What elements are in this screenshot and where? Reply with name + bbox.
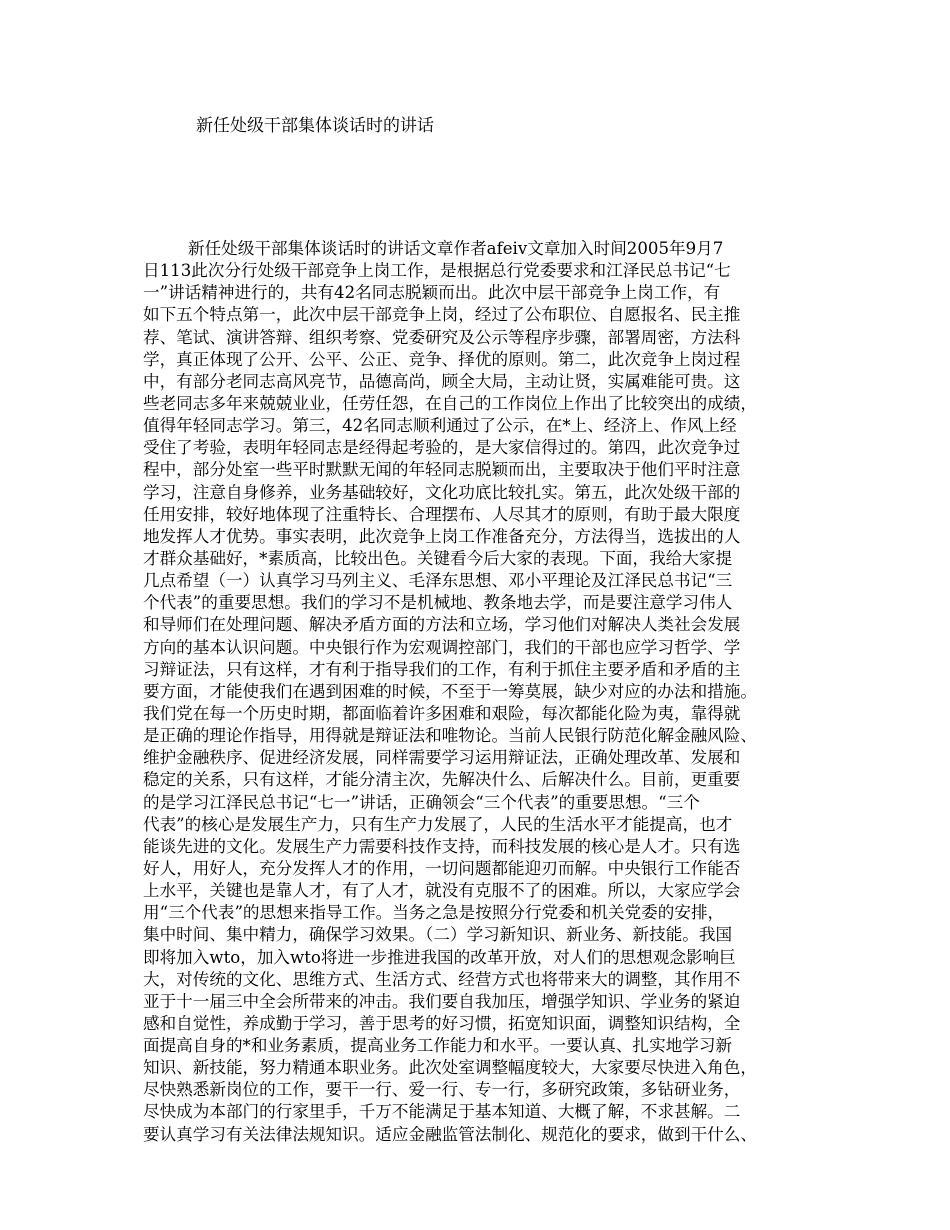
body-text-line: 维护金融秩序、促进经济发展，同样需要学习运用辩证法，正确处理改革、发展和 [143,748,741,768]
body-text-line: 即将加入wto，加入wto将进一步推进我国的改革开放，对人们的思想观念影响巨 [143,947,736,967]
body-text-line: 好人，用好人，充分发挥人才的作用，一切问题都能迎刃而解。中央银行工作能否 [143,858,741,878]
body-text-line: 感和自觉性，养成勤于学习，善于思考的好习惯，拓宽知识面，调整知识结构，全 [143,1013,741,1033]
body-text-line: 知识、新技能，努力精通本职业务。此次处室调整幅度较大，大家要尽快进入角色， [143,1058,757,1078]
body-text-line: 能谈先进的文化。发展生产力需要科技作支持，而科技发展的核心是人才。只有选 [143,836,741,856]
body-text-line: 一”讲话精神进行的，共有42名同志脱颖而出。此次中层干部竞争上岗工作，有 [143,283,721,303]
body-text-line: 我们党在每一个历史时期，都面临着许多困难和艰险，每次都能化险为夷，靠得就 [143,703,741,723]
body-text-line: 程中，部分处室一些平时默默无闻的年轻同志脱颖而出，主要取决于他们平时注意 [143,460,741,480]
body-text-line: 集中时间、集中精力，确保学习效果。（二）学习新知识、新业务、新技能。我国 [143,925,733,945]
body-text-line: 用“三个代表”的思想来指导工作。当务之急是按照分行党委和机关党委的安排， [143,903,725,923]
body-text-line: 学，真正体现了公开、公平、公正、竞争、择优的原则。第二，此次竞争上岗过程 [143,349,741,369]
body-text-line: 几点希望（一）认真学习马列主义、毛泽东思想、邓小平理论及江泽民总书记“三 [143,571,733,591]
body-text-line: 尽快成为本部门的行家里手，千万不能满足于基本知道、大概了解，不求甚解。二 [143,1102,741,1122]
body-text-line: 些老同志多年来兢兢业业，任劳任怨，在自己的工作岗位上作出了比较突出的成绩， [143,393,757,413]
body-text-line: 方向的基本认识问题。中央银行作为宏观调控部门，我们的干部也应学习哲学、学 [143,637,741,657]
body-text-line: 稳定的关系，只有这样，才能分清主次，先解决什么、后解决什么。目前，更重要 [143,770,741,790]
body-text-line: 面提高自身的*和业务素质，提高业务工作能力和水平。一要认真、扎实地学习新 [143,1036,733,1056]
body-text-line: 日113此次分行处级干部竞争上岗工作，是根据总行党委要求和江泽民总书记“七 [143,261,731,281]
body-text-line: 荐、笔试、演讲答辩、组织考察、党委研究及公示等程序步骤，部署周密，方法科 [143,327,741,347]
document-title: 新任处级干部集体谈话时的讲话 [196,116,434,136]
body-text-line: 和导师们在处理问题、解决矛盾方面的方法和立场，学习他们对解决人类社会发展 [143,615,741,635]
body-text-line: 代表”的核心是发展生产力，只有生产力发展了，人民的生活水平才能提高，也才 [143,814,733,834]
body-text-line: 是正确的理论作指导，用得就是辩证法和唯物论。当前人民银行防范化解金融风险、 [143,726,757,746]
body-text-line: 要方面，才能使我们在遇到困难的时候，不至于一筹莫展，缺少对应的办法和措施。 [143,681,757,701]
body-text-line: 尽快熟悉新岗位的工作，要干一行、爱一行、专一行，多研究政策，多钻研业务， [143,1080,741,1100]
body-text-line: 要认真学习有关法律法规知识。适应金融监管法制化、规范化的要求，做到干什么、 [143,1124,757,1144]
body-text-line: 亚于十一届三中全会所带来的冲击。我们要自我加压，增强学知识、学业务的紧迫 [143,991,741,1011]
body-text-line: 上水平，关键也是靠人才，有了人才，就没有克服不了的困难。所以，大家应学会 [143,881,741,901]
body-text-line: 习辩证法，只有这样，才有利于指导我们的工作，有利于抓住主要矛盾和矛盾的主 [143,659,741,679]
body-text-line: 值得年轻同志学习。第三，42名同志顺利通过了公示，在*上、经济上、作风上经 [143,416,737,436]
body-text-line: 的是学习江泽民总书记“七一”讲话，正确领会“三个代表”的重要思想。“三个 [143,792,700,812]
body-text-line: 如下五个特点第一，此次中层干部竞争上岗，经过了公布职位、自愿报名、民主推 [143,305,741,325]
document-body [143,238,823,1146]
body-text-line: 大，对传统的文化、思维方式、生活方式、经营方式也将带来大的调整，其作用不 [143,969,741,989]
body-text-line: 任用安排，较好地体现了注重特长、合理摆布、人尽其才的原则，有助于最大限度 [143,504,741,524]
body-text-line: 才群众基础好，*素质高，比较出色。关键看今后大家的表现。下面，我给大家提 [143,548,733,568]
body-text-line: 受住了考验，表明年轻同志是经得起考验的，是大家信得过的。第四，此次竞争过 [143,438,741,458]
body-text-line: 地发挥人才优势。事实表明，此次竞争上岗工作准备充分，方法得当，选拔出的人 [143,526,741,546]
body-text-line: 学习，注意自身修养，业务基础较好，文化功底比较扎实。第五，此次处级干部的 [143,482,741,502]
body-text-line: 中，有部分老同志高风亮节，品德高尚，顾全大局，主动让贤，实属难能可贵。这 [143,371,741,391]
body-text-line: 个代表”的重要思想。我们的学习不是机械地、教条地去学，而是要注意学习伟人 [143,593,733,613]
body-text-line: 新任处级干部集体谈话时的讲话文章作者afeiv文章加入时间2005年9月7 [188,239,724,258]
